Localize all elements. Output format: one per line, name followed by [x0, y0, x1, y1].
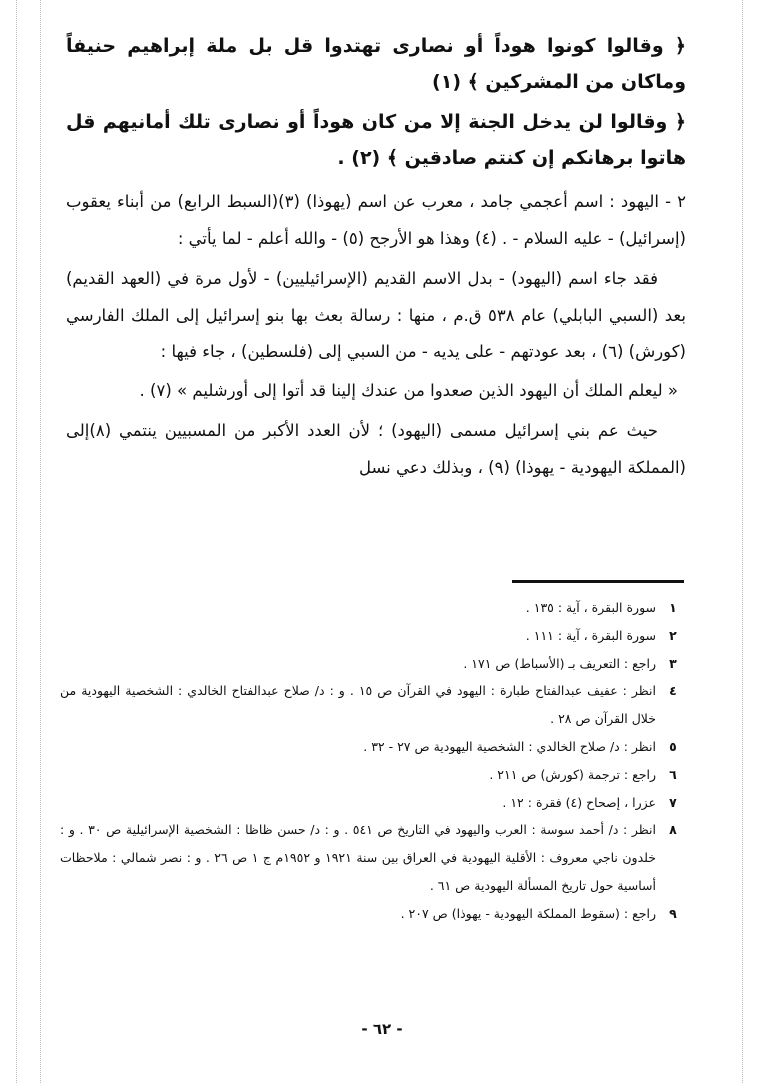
- footnote-text: راجع : ترجمة (كورش) ص ٢١١ .: [489, 766, 656, 782]
- paragraph-naming-reason: حيث عم بني إسرائيل مسمى (اليهود) ؛ لأن العدد الأكبر من المسبيين ينتمي (٨)إلى (المملكة اليهودية - يهوذا) (٩) ، وبذلك دعي نسل: [66, 421, 686, 477]
- footnote-text: سورة البقرة ، آية : ١١١ .: [525, 627, 656, 643]
- footnote-number: ٧: [669, 794, 677, 810]
- scan-artifact-line: [16, 0, 17, 1083]
- footnote-text: راجع : (سقوط المملكة اليهودية - يهوذا) ص ٢٠٧ .: [400, 905, 656, 921]
- footnote-number: ٢: [669, 627, 677, 643]
- footnote-item: [60, 816, 682, 899]
- footnote-text: راجع : التعريف بـ (الأسباط) ص ١٧١ .: [463, 655, 656, 671]
- footnote-item: [60, 789, 682, 817]
- paragraph-jews-definition: ٢ - اليهود : اسم أعجمي جامد ، معرب عن اسم (يهوذا) (٣)(السبط الرابع) من أبناء يعقوب (إسرائيل) - عليه السلام - . (٤) وهذا هو الأرجح (٥) - والله أعلم - لما يأتي :: [66, 192, 687, 248]
- footnote-number: ٨: [669, 822, 677, 838]
- footnote-item: [60, 761, 682, 789]
- footnote-number: ٥: [669, 738, 677, 754]
- footnote-number: ٦: [669, 766, 677, 782]
- footnote-number: ٣: [669, 655, 677, 671]
- footnote-number: ٩: [669, 905, 677, 921]
- scan-artifact-line: [40, 0, 41, 1083]
- footnote-number: ٤: [669, 683, 677, 699]
- footnote-item: [60, 733, 682, 761]
- scan-artifact-line: [742, 0, 743, 1083]
- footnotes-list: [60, 594, 682, 928]
- footnote-text: انظر : د/ صلاح الخالدي : الشخصية اليهودية ص ٢٧ - ٣٢ .: [363, 738, 656, 754]
- main-text: [66, 28, 686, 486]
- footnote-text: عزرا ، إصحاح (٤) فقرة : ١٢ .: [502, 794, 656, 810]
- page-number: - ٦٢ -: [361, 1020, 403, 1038]
- paragraph-name-history: فقد جاء اسم (اليهود) - بدل الاسم القديم (الإسرائيليين) - لأول مرة في (العهد القديم) بعد (السبي البابلي) عام ٥٣٨ ق.م ، منها : رسالة بعث بها بنو إسرائيل إلى الملك الفارسي (كورش) (٦) ، بعد عودتهم - على يديه - من السبي إلى (فلسطين) ، جاء فيها :: [66, 269, 686, 361]
- footnote-item: [60, 594, 682, 622]
- footnote-item: [60, 900, 682, 928]
- footnote-item: [60, 622, 682, 650]
- footnote-text: انظر : د/ أحمد سوسة : العرب واليهود في التاريخ ص ٥٤١ . و : د/ حسن ظاظا : الشخصية الإسرائيلية ص ٣٠ . و : خلدون ناجي معروف : الأقلية اليهودية في العراق بين سنة ١٩٢١ و ١٩٥٢م ج ١ ص ٢٦ . و : نصر شمالي : ملاحظات أساسية حول تاريخ المسألة اليهودية ص ٦١ .: [60, 822, 656, 893]
- footnote-item: [60, 650, 682, 678]
- quran-verse-1: ﴿ وقالوا كونوا هوداً أو نصارى تهتدوا قل بل ملة إبراهيم حنيفاً وماكان من المشركين ﴾ (١): [66, 35, 686, 93]
- quran-verse-2: ﴿ وقالوا لن يدخل الجنة إلا من كان هوداً أو نصارى تلك أمانيهم قل هاتوا برهانكم إن كنتم صادقين ﴾ (٢) .: [66, 111, 686, 169]
- footnote-separator: [512, 580, 684, 583]
- footnote-item: [60, 677, 682, 733]
- footnote-text: انظر : عفيف عبدالفتاح طبارة : اليهود في القرآن ص ١٥ . و : د/ صلاح عبدالفتاح الخالدي : الشخصية اليهودية من خلال القرآن ص ٢٨ .: [60, 683, 656, 727]
- footnote-text: سورة البقرة ، آية : ١٣٥ .: [525, 600, 656, 615]
- footnote-number: ١: [669, 600, 677, 615]
- quoted-letter: « ليعلم الملك أن اليهود الذين صعدوا من عندك إلينا قد أتوا إلى أورشليم » (٧) .: [139, 380, 678, 400]
